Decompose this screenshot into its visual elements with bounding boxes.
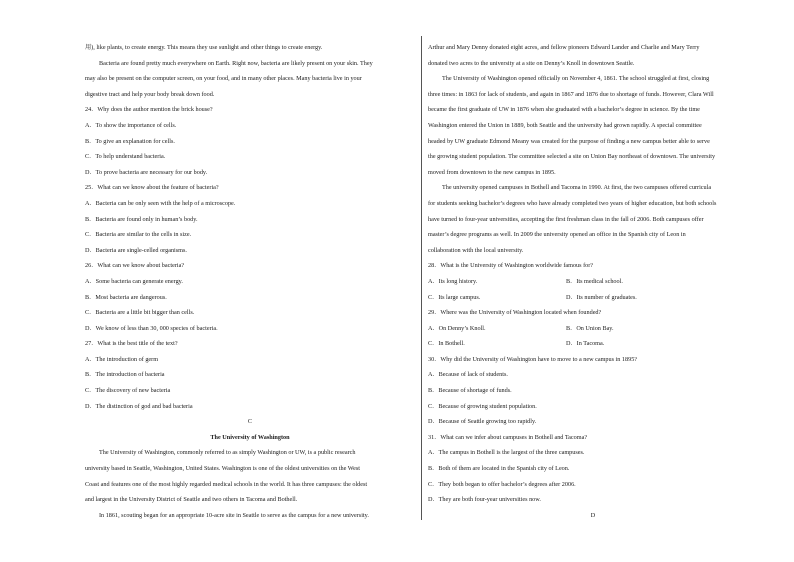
question-30-option-b: B．Because of shortage of funds. xyxy=(428,387,512,395)
passage-line: for students seeking bachelor’s degrees who have already completed two years of higher education, but both schools xyxy=(428,199,717,207)
passage-line: The university opened campuses in Bothell and Tacoma in 1990. At first, the two campuses offered curricula xyxy=(442,184,712,192)
passage-line: Washington entered the Union in 1889, both Seattle and the university had grown rapidly. A special committee xyxy=(428,121,702,129)
question-26-option-d: D．We know of less than 30, 000 species of bacteria. xyxy=(85,324,218,332)
question-29-options-row xyxy=(428,336,758,352)
passage-line: became the first graduate of UW in 1876 when she graduated with a bachelor’s degree in science. By the time xyxy=(428,106,700,114)
passage-line: university based in Seattle, Washington, United States. Washington is one of the oldest universities on the West xyxy=(85,465,361,473)
question-30-option-c: C．Because of growing student population. xyxy=(428,402,537,410)
question-24-option-c: C．To help understand bacteria. xyxy=(85,153,166,161)
question-27-option-c: C．The discovery of new bacteria xyxy=(85,387,171,395)
question-31-option-c: C．They both began to offer bachelor’s degrees after 2006. xyxy=(428,480,576,488)
column-divider xyxy=(421,36,422,520)
passage-line: and largest in the University District of Seattle and two others in Tacoma and Bothell. xyxy=(85,496,298,504)
question-26-option-a: A．Some bacteria can generate energy. xyxy=(85,277,183,285)
passage-line: Arthur and Mary Denny donated eight acres, and fellow pioneers Edward Lander and Charlie and Mary Terry xyxy=(428,44,700,51)
intro-line: may also be present on the computer screen, on your food, and in many other places. Many bacteria live in your xyxy=(85,75,362,83)
intro-line: 用), like plants, to create energy. This means they use sunlight and other things to create energy. xyxy=(85,44,323,51)
passage-line: Coast and features one of the most highly regarded medical schools in the world. It has three campuses: the oldest xyxy=(85,480,368,488)
question-31-option-a: A．The campus in Bothell is the largest of the three campuses. xyxy=(428,449,585,457)
question-28-option-d: D．Its number of graduates. xyxy=(566,293,637,301)
passage-line: the growing student population. The committee selected a site on Union Bay northeast of downtown. The university xyxy=(428,153,716,161)
question-26-option-b: B．Most bacteria are dangerous. xyxy=(85,293,167,301)
question-24-stem: 24．Why does the author mention the brick house? xyxy=(85,106,213,114)
question-28-option-a: A．Its long history. xyxy=(428,277,478,285)
passage-line: headed by UW graduate Edmond Meany was created for the purpose of finding a new campus better able to serve xyxy=(428,137,710,145)
question-29-option-a: A．On Denny’s Knoll. xyxy=(428,324,486,332)
section-letter: C xyxy=(247,418,253,426)
next-section-letter: D xyxy=(590,511,596,519)
question-30-option-a: A．Because of lack of students. xyxy=(428,371,508,379)
question-24-option-b: B．To give an explanation for cells. xyxy=(85,137,175,145)
passage-title: The University of Washington xyxy=(210,433,290,441)
question-24-option-d: D．To prove bacteria are necessary for our body. xyxy=(85,168,208,176)
question-29-option-b: B．On Union Bay. xyxy=(566,324,614,332)
question-26-stem: 26．What can we know about bacteria? xyxy=(85,262,185,270)
question-28-stem: 28．What is the University of Washington worldwide famous for? xyxy=(428,262,594,270)
question-25-option-b: B．Bacteria are found only in human’s body. xyxy=(85,215,198,223)
passage-line: The University of Washington opened officially on November 4, 1861. The school struggled at first, closing xyxy=(442,75,710,83)
passage-line: have turned to four-year universities, accepting the first freshman class in the fall of 2006. Both campuses offer xyxy=(428,215,704,223)
passage-line: three times: in 1863 for lack of students, and again in 1867 and 1876 due to shortage of funds. However, Clara Will xyxy=(428,90,714,98)
question-31-option-d: D．They are both four-year universities now. xyxy=(428,496,541,504)
question-29-option-d: D．In Tacoma. xyxy=(566,340,605,348)
question-29-option-c: C．In Bothell. xyxy=(428,340,465,348)
question-25-stem: 25．What can we know about the feature of bacteria? xyxy=(85,184,219,192)
question-30-stem: 30．Why did the University of Washington have to move to a new campus in 1895? xyxy=(428,355,638,363)
passage-line: The University of Washington, commonly referred to as simply Washington or UW, is a public research xyxy=(99,449,356,457)
intro-line: Bacteria are found pretty much everywhere on Earth. Right now, bacteria are likely present on your skin. They xyxy=(99,59,373,67)
intro-line: digestive tract and help your body break down food. xyxy=(85,90,215,98)
question-28-options-row xyxy=(428,290,758,306)
question-27-option-d: D．The distinction of god and bad bacteria xyxy=(85,402,193,410)
question-30-option-d: D．Because of Seattle growing too rapidly. xyxy=(428,418,537,426)
question-29-options-row xyxy=(428,321,758,337)
passage-line: donated two acres to the university at a site on Denny’s Knoll in downtown Seattle. xyxy=(428,59,635,67)
right-column xyxy=(428,40,758,523)
question-25-option-a: A．Bacteria can be only seen with the help of a microscope. xyxy=(85,199,236,207)
question-28-options-row xyxy=(428,274,758,290)
passage-line: moved from downtown to the new campus in 1895. xyxy=(428,168,556,176)
question-31-stem: 31．What can we infer about campuses in Bothell and Tacoma? xyxy=(428,433,588,441)
question-28-option-c: C．Its large campus. xyxy=(428,293,481,301)
question-27-option-a: A．The introduction of germ xyxy=(85,355,159,363)
left-column xyxy=(85,40,415,523)
question-25-option-c: C．Bacteria are similar to the cells in size. xyxy=(85,231,192,239)
passage-line: collaboration with the local university. xyxy=(428,246,524,254)
passage-line: In 1861, scouting began for an appropriate 10-acre site in Seattle to serve as the campus for a new university. xyxy=(99,511,369,519)
question-27-stem: 27．What is the best title of the text? xyxy=(85,340,178,348)
passage-line: master’s degree programs as well. In 2009 the university opened an office in the Spanish city of Leon in xyxy=(428,231,686,239)
question-29-stem: 29．Where was the University of Washington located when founded? xyxy=(428,309,602,317)
question-27-option-b: B．The introduction of bacteria xyxy=(85,371,165,379)
question-24-option-a: A．To show the importance of cells. xyxy=(85,121,177,129)
question-31-option-b: B．Both of them are located in the Spanish city of Leon. xyxy=(428,465,570,473)
question-25-option-d: D．Bacteria are single-celled organisms. xyxy=(85,246,187,254)
question-26-option-c: C．Bacteria are a little bit bigger than cells. xyxy=(85,309,195,317)
question-28-option-b: B．Its medical school. xyxy=(566,277,623,285)
